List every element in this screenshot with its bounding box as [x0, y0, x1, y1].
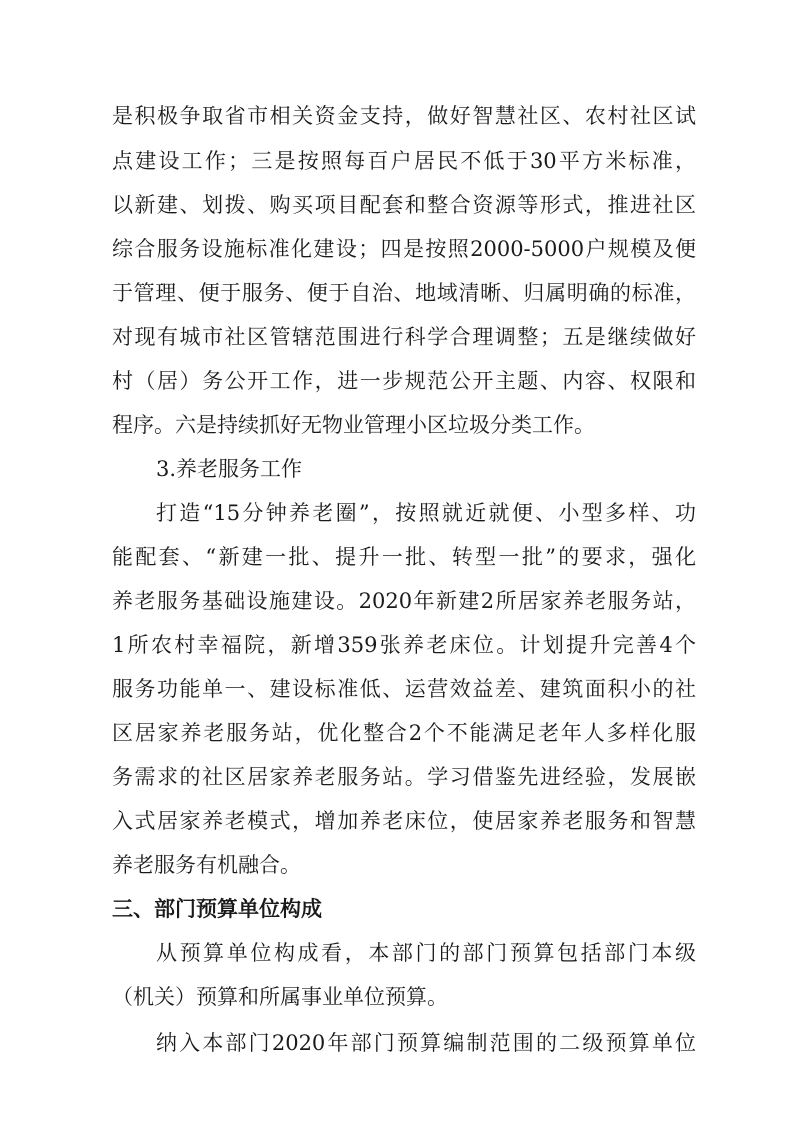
paragraph-1-line-3: 以新建、划拨、购买项目配套和整合资源等形式，推进社区 — [112, 193, 696, 217]
paragraph-1-line-2: 点建设工作；三是按照每百户居民不低于30平方米标准， — [112, 149, 696, 173]
paragraph-2-line-9: 养老服务有机融合。 — [112, 853, 301, 877]
paragraph-1-line-8: 程序。六是持续抓好无物业管理小区垃圾分类工作。 — [112, 413, 595, 437]
paragraph-2-line-5: 服务功能单一、建设标准低、运营效益差、建筑面积小的社 — [112, 677, 696, 701]
paragraph-2-line-3: 养老服务基础设施建设。2020年新建2所居家养老服务站， — [112, 589, 696, 613]
paragraph-1-line-5: 于管理、便于服务、便于自治、地域清晰、归属明确的标准， — [112, 281, 696, 305]
paragraph-2-line-4: 1所农村幸福院，新增359张养老床位。计划提升完善4个 — [112, 633, 696, 657]
paragraph-3-line-1: 从预算单位构成看，本部门的部门预算包括部门本级 — [156, 941, 696, 965]
paragraph-2-line-2: 能配套、“新建一批、提升一批、转型一批”的要求，强化 — [112, 545, 696, 569]
paragraph-4-line-1: 纳入本部门2020年部门预算编制范围的二级预算单位 — [156, 1031, 696, 1055]
paragraph-3-line-2: （机关）预算和所属事业单位预算。 — [112, 985, 448, 1009]
chapter-3-heading: 三、部门预算单位构成 — [112, 897, 322, 921]
section-3-heading: 3.养老服务工作 — [156, 457, 303, 481]
paragraph-1-line-6: 对现有城市社区管辖范围进行科学合理调整；五是继续做好 — [112, 325, 696, 349]
paragraph-1-line-7: 村（居）务公开工作，进一步规范公开主题、内容、权限和 — [112, 369, 696, 393]
paragraph-2-line-6: 区居家养老服务站，优化整合2个不能满足老年人多样化服 — [112, 721, 696, 745]
paragraph-2-line-1: 打造“15分钟养老圈”，按照就近就便、小型多样、功 — [156, 501, 696, 525]
paragraph-1-line-1: 是积极争取省市相关资金支持，做好智慧社区、农村社区试 — [112, 104, 696, 128]
paragraph-1-line-4: 综合服务设施标准化建设；四是按照2000-5000户规模及便 — [112, 237, 696, 261]
paragraph-2-line-8: 入式居家养老模式，增加养老床位，使居家养老服务和智慧 — [112, 809, 696, 833]
paragraph-2-line-7: 务需求的社区居家养老服务站。学习借鉴先进经验，发展嵌 — [112, 765, 696, 789]
